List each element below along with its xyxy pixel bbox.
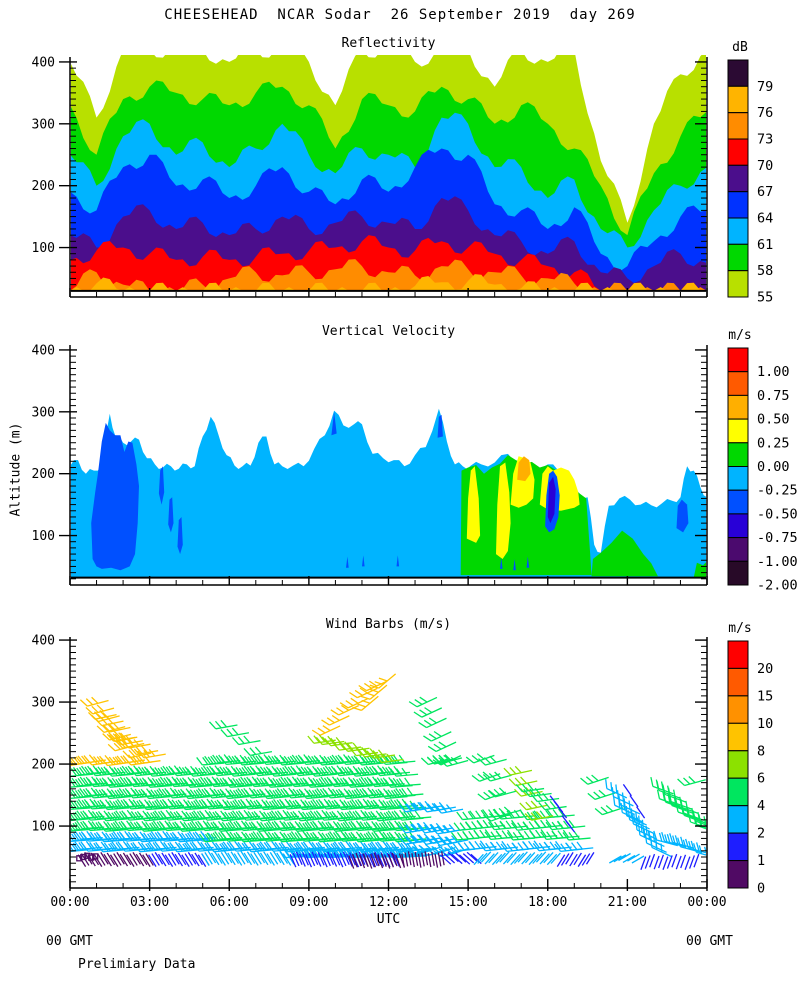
panel-title-wind-barbs: Wind Barbs (m/s) — [325, 617, 452, 632]
colorbar-segment — [728, 348, 748, 372]
colorbar-panel-1 — [728, 348, 798, 594]
gmt-note-left: 00 GMT — [46, 934, 93, 949]
wind-stroke — [254, 852, 261, 864]
colorbar-segment — [728, 467, 748, 491]
tick-label: 300 — [31, 695, 55, 711]
tick-label: 0 — [757, 880, 766, 897]
tick-label: 200 — [31, 179, 55, 195]
tick-label: 400 — [31, 55, 55, 71]
wind-stroke — [168, 854, 175, 866]
colorbar-segment — [728, 395, 748, 419]
wind-barb — [678, 772, 706, 787]
wind-stroke — [130, 854, 137, 866]
tick-label: 21:00 — [607, 895, 647, 910]
tick-label: 64 — [757, 210, 774, 227]
wind-barb — [428, 735, 456, 754]
tick-label: 00:00 — [687, 895, 727, 910]
colorbar-segment — [728, 419, 748, 443]
wind-barb — [138, 746, 166, 759]
colorbar-segment — [728, 86, 748, 112]
wind-barb — [409, 690, 437, 709]
wind-barb — [504, 763, 532, 776]
tick-label: 100 — [31, 241, 55, 257]
tick-label: 20 — [757, 660, 774, 677]
wind-barb — [388, 753, 416, 763]
tick-label: 12:00 — [368, 895, 409, 910]
colorbar-segment — [728, 833, 748, 860]
tick-label: 8 — [757, 743, 766, 760]
tick-label: 00:00 — [50, 895, 90, 910]
tick-label: 55 — [757, 289, 774, 306]
wind-stroke — [467, 852, 477, 861]
wind-stroke — [557, 855, 564, 867]
tick-label: -1.00 — [757, 553, 798, 570]
wind-barb — [244, 744, 272, 757]
colorbar-segment — [728, 113, 748, 139]
colorbar-segment — [728, 514, 748, 538]
tick-label: 100 — [31, 819, 55, 835]
tick-label: 200 — [31, 467, 55, 483]
tick-label: 15:00 — [448, 895, 488, 910]
wind-stroke — [435, 854, 437, 868]
tick-label: 67 — [757, 184, 774, 201]
tick-label: 2 — [757, 825, 766, 842]
tick-label: -2.00 — [757, 577, 798, 594]
colorbar-segment — [728, 668, 748, 695]
panel-title-reflectivity: Reflectivity — [341, 36, 436, 51]
wind-stroke — [438, 853, 440, 867]
tick-label: 1.00 — [757, 364, 790, 381]
tick-label: -0.75 — [757, 530, 798, 547]
wind-stroke — [152, 854, 159, 866]
wind-barb — [414, 701, 442, 720]
velocity-region-yellow-col-4 — [540, 466, 580, 511]
wind-barb — [80, 693, 108, 708]
gmt-note-right: 00 GMT — [686, 934, 733, 949]
wind-stroke — [185, 854, 192, 866]
wind-stroke — [614, 855, 626, 862]
colorbar-segment — [728, 641, 748, 668]
tick-label: 0.00 — [757, 459, 790, 475]
wind-stroke — [440, 855, 450, 864]
tick-label: 76 — [757, 105, 774, 122]
wind-stroke — [270, 852, 277, 864]
wind-stroke — [623, 784, 631, 795]
tick-label: 0.75 — [757, 387, 790, 404]
colorbar-segment — [728, 723, 748, 750]
colorbar-segment — [728, 271, 748, 297]
colorbar-panel-0 — [728, 60, 773, 306]
wind-barb — [566, 840, 594, 851]
colorbar-segment — [728, 139, 748, 165]
velocity-region-blue-patch-main — [91, 423, 139, 570]
tick-label: 4 — [757, 798, 766, 815]
colorbar-segment — [728, 538, 748, 562]
wind-stroke — [221, 852, 228, 864]
wind-barb — [419, 711, 447, 730]
tick-label: 0.25 — [757, 435, 790, 452]
tick-label: -0.50 — [757, 506, 798, 523]
tick-label: 03:00 — [130, 895, 170, 910]
tick-label: 300 — [31, 117, 55, 133]
wind-stroke — [114, 854, 121, 866]
colorbar-segment — [728, 561, 748, 585]
colorbar-segment — [728, 60, 748, 86]
panel-title-vertical-velocity: Vertical Velocity — [321, 324, 456, 339]
wind-barb — [676, 838, 704, 853]
colorbar-segment — [728, 490, 748, 514]
colorbar-segment — [728, 443, 748, 467]
wind-stroke — [586, 852, 593, 864]
tick-label: 300 — [31, 405, 55, 421]
panel-2-axes — [32, 634, 727, 910]
tick-label: 06:00 — [209, 895, 249, 910]
tick-label: 70 — [757, 157, 774, 174]
tick-label: 0.50 — [757, 411, 790, 428]
wind-barb — [472, 766, 500, 783]
tick-label: -0.25 — [757, 482, 798, 499]
wind-stroke — [685, 857, 690, 870]
preliminary-note: Prelimiary Data — [78, 957, 196, 972]
vertical-velocity-contours — [70, 409, 707, 578]
reflectivity-contours — [70, 42, 707, 291]
tick-label: 18:00 — [528, 895, 568, 910]
colorbar-unit-ms-1: m/s — [728, 328, 752, 343]
y-axis-label: Altitude (m) — [8, 422, 24, 517]
colorbar-panel-2 — [728, 641, 773, 897]
colorbar-unit-ms-2: m/s — [728, 621, 752, 636]
tick-label: 1 — [757, 853, 766, 870]
tick-label: 100 — [31, 529, 55, 545]
colorbar-segment — [728, 696, 748, 723]
tick-label: 73 — [757, 131, 774, 148]
tick-label: 400 — [31, 633, 55, 649]
wind-barbs — [60, 668, 720, 870]
colorbar-segment — [728, 778, 748, 805]
tick-label: 400 — [31, 343, 55, 359]
colorbar-segment — [728, 192, 748, 218]
tick-label: 58 — [757, 263, 774, 280]
colorbar-unit-db: dB — [732, 40, 748, 55]
wind-barb — [396, 786, 424, 796]
tick-label: 200 — [31, 757, 55, 773]
tick-label: 10 — [757, 715, 774, 732]
wind-stroke — [202, 854, 209, 866]
colorbar-segment — [728, 244, 748, 270]
colorbar-segment — [728, 751, 748, 778]
wind-stroke — [238, 852, 245, 864]
wind-barb — [581, 770, 609, 786]
colorbar-segment — [728, 806, 748, 833]
colorbar-segment — [728, 372, 748, 396]
colorbar-segment — [728, 218, 748, 244]
wind-stroke — [561, 854, 568, 866]
wind-barb — [209, 717, 237, 730]
tick-label: 61 — [757, 236, 774, 253]
colorbar-segment — [728, 861, 748, 888]
tick-label: 15 — [757, 688, 774, 705]
tick-label: 79 — [757, 78, 774, 95]
wind-stroke — [205, 852, 212, 864]
colorbar-segment — [728, 165, 748, 191]
wind-barb — [393, 776, 420, 786]
tick-label: 09:00 — [289, 895, 329, 910]
tick-label: 6 — [757, 770, 766, 787]
wind-stroke — [98, 854, 105, 866]
figure-title: CHEESEHEAD NCAR Sodar 26 September 2019 day 269 — [164, 7, 636, 23]
x-axis-label: UTC — [376, 912, 401, 927]
wind-barb — [488, 783, 516, 798]
